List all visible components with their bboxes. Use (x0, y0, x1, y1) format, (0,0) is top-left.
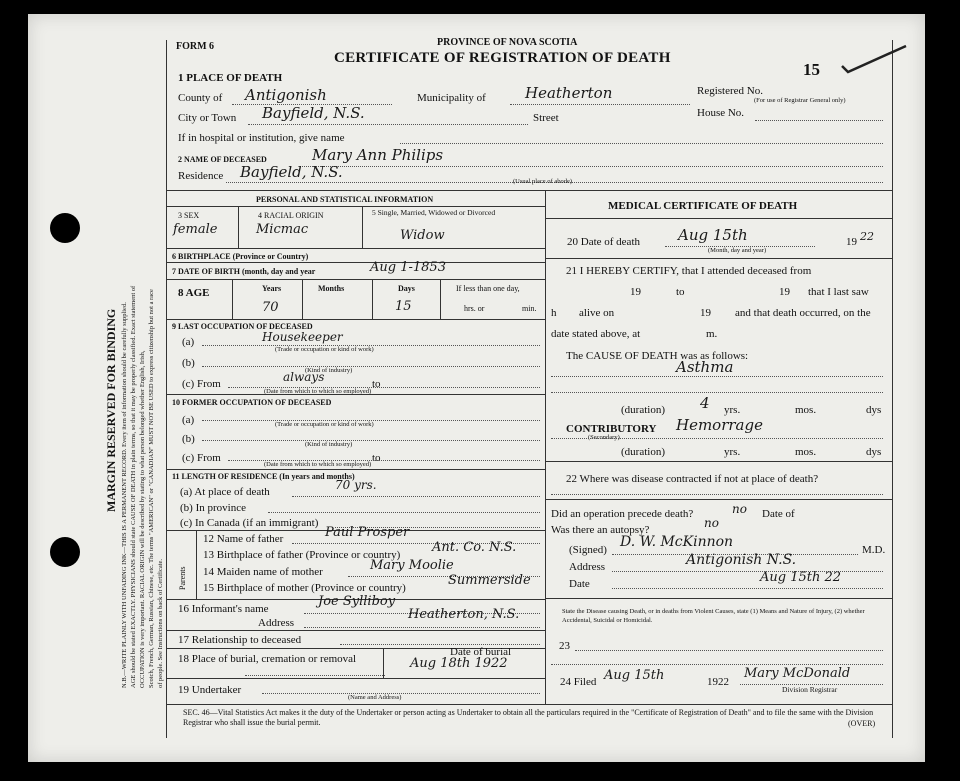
former-b-label: (b) (182, 433, 195, 445)
dod-label: 20 Date of death (567, 236, 640, 248)
duration-years-value: 4 (700, 394, 710, 412)
certificate-title: CERTIFICATE OF REGISTRATION OF DEATH (334, 50, 671, 66)
certify-alive-on: alive on (579, 307, 615, 319)
form-left-border (166, 40, 167, 738)
rule (545, 499, 892, 500)
abode-note: (Usual place of abode) (513, 178, 573, 185)
undertaker-label: 19 Undertaker (178, 684, 242, 696)
certify-to: to (676, 286, 685, 298)
informant-value: Joe Sylliboy (318, 594, 396, 609)
rule (545, 258, 892, 259)
rule (268, 512, 540, 513)
former-c-to: to (372, 452, 381, 464)
father-birthplace-value: Ant. Co. N.S. (432, 540, 517, 555)
filed-value: Aug 15th (604, 668, 665, 683)
duration-yrs-2: yrs. (724, 446, 741, 458)
section-46-note: SEC. 46—Vital Statistics Act makes it the duty of the Undertaker or person acting as Undertaker to obtain all the particulars required in the "Certificate of Registration of Death" and to file the same with the Division Registrar who shall issue the burial permit. (183, 708, 874, 727)
res-c-label: (c) In Canada (if an immigrant) (180, 517, 319, 529)
occ-c-label: (c) From (182, 378, 221, 390)
rule (362, 206, 363, 248)
medical-address-value: Antigonish N.S. (686, 552, 797, 568)
dod-year-value: 22 (860, 230, 874, 243)
street-label: Street (533, 112, 559, 124)
certify-last-saw: that I last saw (808, 286, 869, 298)
rule (551, 376, 883, 377)
rule (551, 494, 883, 495)
marital-value: Widow (400, 228, 445, 243)
house-label: House No. (697, 107, 745, 119)
former-heading: 10 FORMER OCCUPATION OF DECEASED (172, 398, 332, 407)
house-line (755, 120, 883, 121)
mother-birthplace-value: Summerside (448, 573, 531, 588)
rule (545, 218, 892, 219)
min-label: min. (522, 304, 537, 313)
deceased-name-value: Mary Ann Philips (312, 146, 444, 164)
registrar-signature: Mary McDonald (744, 666, 851, 681)
county-value: Antigonish (245, 86, 327, 104)
rule (302, 279, 303, 319)
rule (612, 588, 883, 589)
medical-heading: MEDICAL CERTIFICATE OF DEATH (608, 200, 798, 212)
duration-mos-2: mos. (795, 446, 817, 458)
racial-label: 4 RACIAL ORIGIN (258, 211, 324, 220)
rule (440, 279, 441, 319)
rule (166, 279, 545, 280)
dates-note: (Date from which to which so employed) (264, 388, 372, 395)
rule (166, 206, 545, 207)
industry-note: (Kind of industry) (305, 367, 353, 374)
mother-birthplace-label: 15 Birthplace of mother (Province or country) (203, 582, 406, 594)
former-a-label: (a) (182, 414, 195, 426)
filed-year: 1922 (707, 676, 729, 688)
mother-value: Mary Moolie (370, 558, 454, 573)
certify-death-occurred: and that death occurred, on the (735, 307, 871, 319)
medical-date-value: Aug 15th 22 (760, 570, 842, 585)
rule (166, 319, 545, 320)
residence-value: Bayfield, N.S. (240, 163, 343, 181)
registered-label: Registered No. (697, 85, 763, 97)
rule (372, 279, 373, 319)
dob-value: Aug 1-1853 (370, 260, 446, 275)
secondary-note: (Secondary) (588, 434, 620, 441)
residence-label: Residence (178, 170, 224, 182)
occupation-heading: 9 LAST OCCUPATION OF DECEASED (172, 322, 313, 331)
informant-address-value: Heatherton, N.S. (408, 607, 520, 622)
duration-dys-2: dys (866, 446, 882, 458)
burial-label: 18 Place of burial, cremation or removal (178, 653, 357, 665)
occ-c-to: to (372, 378, 381, 390)
violent-causes-note: State the Disease causing Death, or in deaths from Violent Causes, state (1) Means and Nature of Injury, (2) whether Accidental, Suicidal or Homicidal. (562, 608, 865, 624)
former-c-label: (c) From (182, 452, 221, 464)
dod-year-prefix: 19 (846, 236, 857, 248)
father-label: 12 Name of father (203, 533, 284, 545)
age-label: 8 AGE (178, 287, 210, 299)
hospital-line (400, 143, 883, 144)
duration-label-2: (duration) (621, 446, 665, 458)
certify-h: h (551, 307, 557, 319)
res-a-value: 70 yrs. (335, 478, 377, 492)
certify-year-2: 19 (779, 286, 790, 298)
q22-label: 22 Where was disease contracted if not at place of death? (566, 473, 819, 485)
date-stated-label: date stated above, at (551, 328, 641, 340)
occ-c-value: always (283, 370, 325, 384)
personal-heading: PERSONAL AND STATISTICAL INFORMATION (256, 195, 434, 204)
operation-date-label: Date of (762, 508, 795, 520)
rule (575, 650, 883, 651)
medical-address-label: Address (569, 561, 606, 573)
municipality-line (510, 104, 690, 105)
rule (292, 496, 540, 497)
rule (166, 248, 545, 249)
res-a-label: (a) At place of death (180, 486, 270, 498)
margin-note-3: OCCUPATION is very important. RACIAL ORIGIN will be described by stating to what person belonged whether English, Irish, (139, 350, 146, 688)
signed-value: D. W. McKinnon (620, 534, 734, 550)
parents-label: Parents (178, 566, 187, 590)
rule (612, 571, 883, 572)
informant-address-label: Address (258, 617, 295, 629)
rule (166, 704, 892, 705)
section-divider (166, 190, 892, 191)
burial-date-label: Date of burial (450, 646, 512, 658)
contributory-label: CONTRIBUTORY (566, 423, 657, 435)
municipality-value: Heatherton (525, 84, 613, 102)
rule (304, 627, 540, 628)
rule (232, 279, 233, 319)
undertaker-note: (Name and Address) (348, 694, 402, 701)
deceased-name-label: 2 NAME OF DECEASED (178, 155, 267, 164)
father-birthplace-label: 13 Birthplace of father (Province or country) (203, 549, 401, 561)
division-registrar-label: Division Registrar (782, 685, 838, 694)
binding-hole-top (50, 213, 80, 243)
burial-date-value: Aug 18th 1922 (410, 656, 508, 671)
form-right-border (892, 40, 893, 738)
rule (545, 598, 892, 599)
rule (166, 630, 545, 631)
occ-a-label: (a) (182, 336, 195, 348)
res-b-label: (b) In province (180, 502, 246, 514)
racial-value: Micmac (256, 222, 309, 237)
filed-label: 24 Filed (560, 676, 597, 688)
marital-label: 5 Single, Married, Widowed or Divorced (372, 208, 496, 217)
days-value: 15 (395, 299, 412, 314)
hospital-label: If in hospital or institution, give name (178, 132, 345, 144)
rule (238, 206, 239, 248)
duration-mos-1: mos. (795, 404, 817, 416)
rule (166, 262, 545, 263)
cause-value: Asthma (676, 358, 734, 376)
sex-label: 3 SEX (178, 211, 200, 220)
md-label: M.D. (862, 544, 886, 556)
dod-note: (Month, day and year) (708, 247, 767, 254)
margin-note-2: AGE should be stated EXACTLY. PHYSICIANS should state CAUSE OF DEATH in plain terms, so that it may be properly classified. Exact statement of (130, 285, 137, 688)
binding-hole-bottom (50, 537, 80, 567)
city-line (248, 124, 528, 125)
operation-label: Did an operation precede death? (551, 508, 694, 520)
rule (166, 394, 545, 395)
rule (166, 678, 545, 679)
province-title: PROVINCE OF NOVA SCOTIA (437, 37, 578, 48)
rule (166, 469, 545, 470)
check-mark (838, 42, 910, 74)
contributory-value: Hemorrage (676, 416, 763, 434)
cause-label: The CAUSE OF DEATH was as follows: (566, 350, 749, 362)
deceased-name-line (300, 166, 883, 167)
margin-note-4: Scotch, French, German, Russian, Chinese, etc. The terms "AMERICAN" or "CANADIAN" MUST NOT BE USED to express citizenship but not a race (148, 289, 155, 688)
occ-b-label: (b) (182, 357, 195, 369)
place-heading: 1 PLACE OF DEATH (178, 72, 283, 84)
informant-label: 16 Informant's name (178, 603, 269, 615)
signed-label: (Signed) (569, 544, 607, 556)
less-day-note: If less than one day, (456, 284, 520, 293)
duration-label-1: (duration) (621, 404, 665, 416)
hrs-label: hrs. or (464, 304, 485, 313)
rule (551, 438, 883, 439)
rule (245, 675, 385, 676)
dod-value: Aug 15th (678, 226, 748, 244)
father-value: Paul Prosper (325, 525, 410, 540)
operation-value: no (732, 502, 747, 516)
q23-label: 23 (559, 640, 570, 652)
stamp-number: 15 (803, 60, 820, 79)
mother-label: 14 Maiden name of mother (203, 566, 323, 578)
former-dates-note: (Date from which to which so employed) (264, 461, 372, 468)
relationship-label: 17 Relationship to deceased (178, 634, 302, 646)
rule (383, 648, 384, 678)
municipality-label: Municipality of (417, 92, 486, 104)
county-label: County of (178, 92, 223, 104)
autopsy-value: no (704, 516, 719, 530)
trade-note: (Trade or occupation or kind of work) (275, 346, 374, 353)
birthplace-label: 6 BIRTHPLACE (Province or Country) (172, 252, 309, 261)
registrar-note: (For use of Registrar General only) (754, 97, 846, 104)
rule (551, 392, 883, 393)
duration-dys-1: dys (866, 404, 882, 416)
rule (551, 664, 883, 665)
duration-yrs-1: yrs. (724, 404, 741, 416)
medical-date-label: Date (569, 578, 590, 590)
certify-year-1: 19 (630, 286, 641, 298)
form-number: FORM 6 (176, 41, 215, 52)
years-value: 70 (262, 300, 279, 315)
margin-title: MARGIN RESERVED FOR BINDING (104, 308, 118, 512)
margin-note-5: of people. See Instructions on back of Certificate. (157, 558, 164, 688)
occ-a-value: Housekeeper (262, 330, 343, 344)
former-industry-note: (Kind of industry) (305, 441, 353, 448)
autopsy-label: Was there an autopsy? (551, 524, 650, 536)
rule (545, 461, 892, 462)
certify-text: 21 I HEREBY CERTIFY, that I attended deceased from (566, 265, 812, 277)
city-label: City or Town (178, 112, 237, 124)
rule (340, 644, 540, 645)
sex-value: female (173, 222, 218, 237)
city-value: Bayfield, N.S. (262, 104, 365, 122)
months-label: Months (318, 284, 345, 293)
days-label: Days (398, 284, 415, 293)
former-trade-note: (Trade or occupation or kind of work) (275, 421, 374, 428)
margin-note-1: N.B.—WRITE PLAINLY WITH UNFADING INK—THIS IS A PERMANENT RECORD. Every item of information should be carefully supplied. (121, 302, 128, 688)
rule (202, 366, 540, 367)
dob-label: 7 DATE OF BIRTH (month, day and year (172, 267, 316, 276)
years-label: Years (262, 284, 282, 293)
rule (202, 440, 540, 441)
rule (196, 530, 197, 600)
over-label: (OVER) (848, 719, 876, 728)
column-divider (545, 190, 546, 704)
residence-length-heading: 11 LENGTH OF RESIDENCE (In years and months) (172, 472, 355, 481)
certify-year-3: 19 (700, 307, 711, 319)
date-stated-m: m. (706, 328, 718, 340)
